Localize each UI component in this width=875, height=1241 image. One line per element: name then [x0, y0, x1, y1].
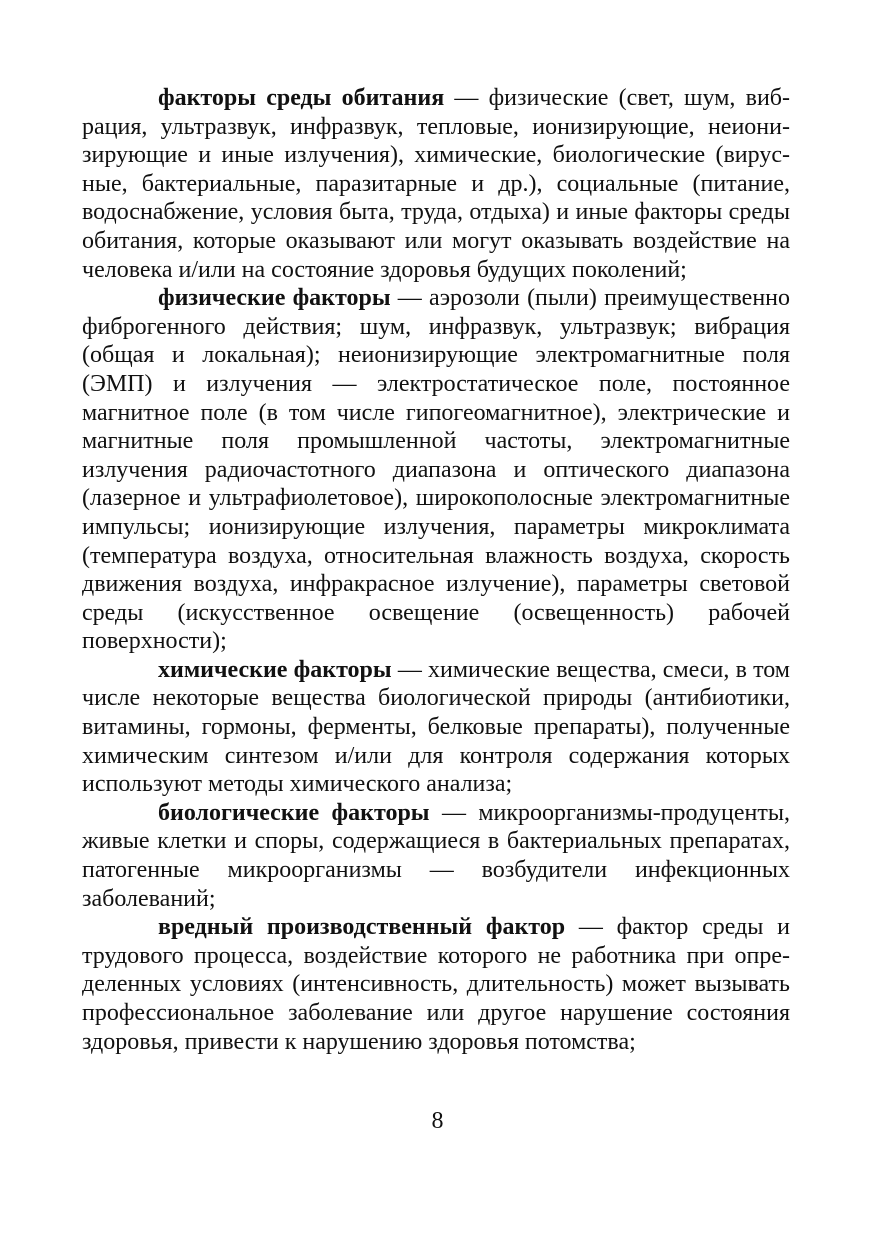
definition-paragraph-harmful-factor — [82, 913, 790, 1056]
term-harmful-factor: вредный производственный фактор — [158, 914, 566, 941]
page-number: 8 — [431, 1108, 444, 1134]
definition-paragraph-chemical-factors — [82, 656, 790, 799]
definition-text-biological-factors: — микроорганизмы-продуценты, живые клетки и споры, содержащиеся в бактериальных препаратах, патогенные микроорганизмы — возбудители инфекционных заболеваний; — [82, 799, 790, 912]
definition-paragraph-physical-factors — [82, 284, 790, 656]
document-body — [82, 84, 790, 1056]
definition-paragraph-biological-factors — [82, 799, 790, 913]
definition-text-physical-factors: — аэрозоли (пыли) преимущественно фиброгенного действия; шум, инфразвук, ультразвук; вибрация (общая и локальная); неионизирующие электромагнитные поля (ЭМП) и излучения — электростатическое поле, постоянное магнитное поле (в том числе гипогеомагнитное), электрические и магнитные поля промышленной частоты, электромагнитные излучения радиочастотного диапазона и оптического диапазона (лазерное и ультрафиолетовое), широкополосные электромагнитные импульсы; ионизирующие излучения, параметры микроклимата (температура воздуха, относительная влажность воздуха, скорость движения воздуха, инфракрасное излучение), параметры световой среды (искусственное освещение (освещенность) рабочей поверхности); — [82, 285, 791, 655]
definition-text-harmful-factor: — фактор среды и трудового процесса, воздействие которого не работника при определенных условиях (интенсивность, длительность) может вызывать профессиональное заболевание или другое нарушение состояния здоровья, привести к нарушению здоровья потомства; — [82, 914, 790, 1055]
term-environment-factors: факторы среды обитания — [158, 85, 445, 111]
definition-paragraph-environment-factors — [82, 84, 790, 284]
definition-text-chemical-factors: — химические вещества, смеси, в том числе некоторые вещества биологической природы (антибиотики, витамины, гормоны, ферменты, белковые препараты), полученные химическим синтезом и/или для контроля содержания которых используют методы химического анализа; — [82, 656, 790, 798]
definition-text-environment-factors: — физические (свет, шум, вибрация, ультразвук, инфразвук, тепловые, ионизирующие, неионизирующие и иные излучения), химические, биологические (вирусные, бактериальные, паразитарные и др.), социальные (питание, водоснабжение, условия быта, труда, отдыха) и иные факторы среды обитания, которые оказывают или могут оказывать воздействие на человека и/или на состояние здоровья будущих поколений; — [82, 85, 790, 283]
term-physical-factors: физические факторы — [158, 285, 391, 312]
term-biological-factors: биологические факторы — [158, 799, 430, 826]
term-chemical-factors: химические факторы — [158, 656, 392, 683]
